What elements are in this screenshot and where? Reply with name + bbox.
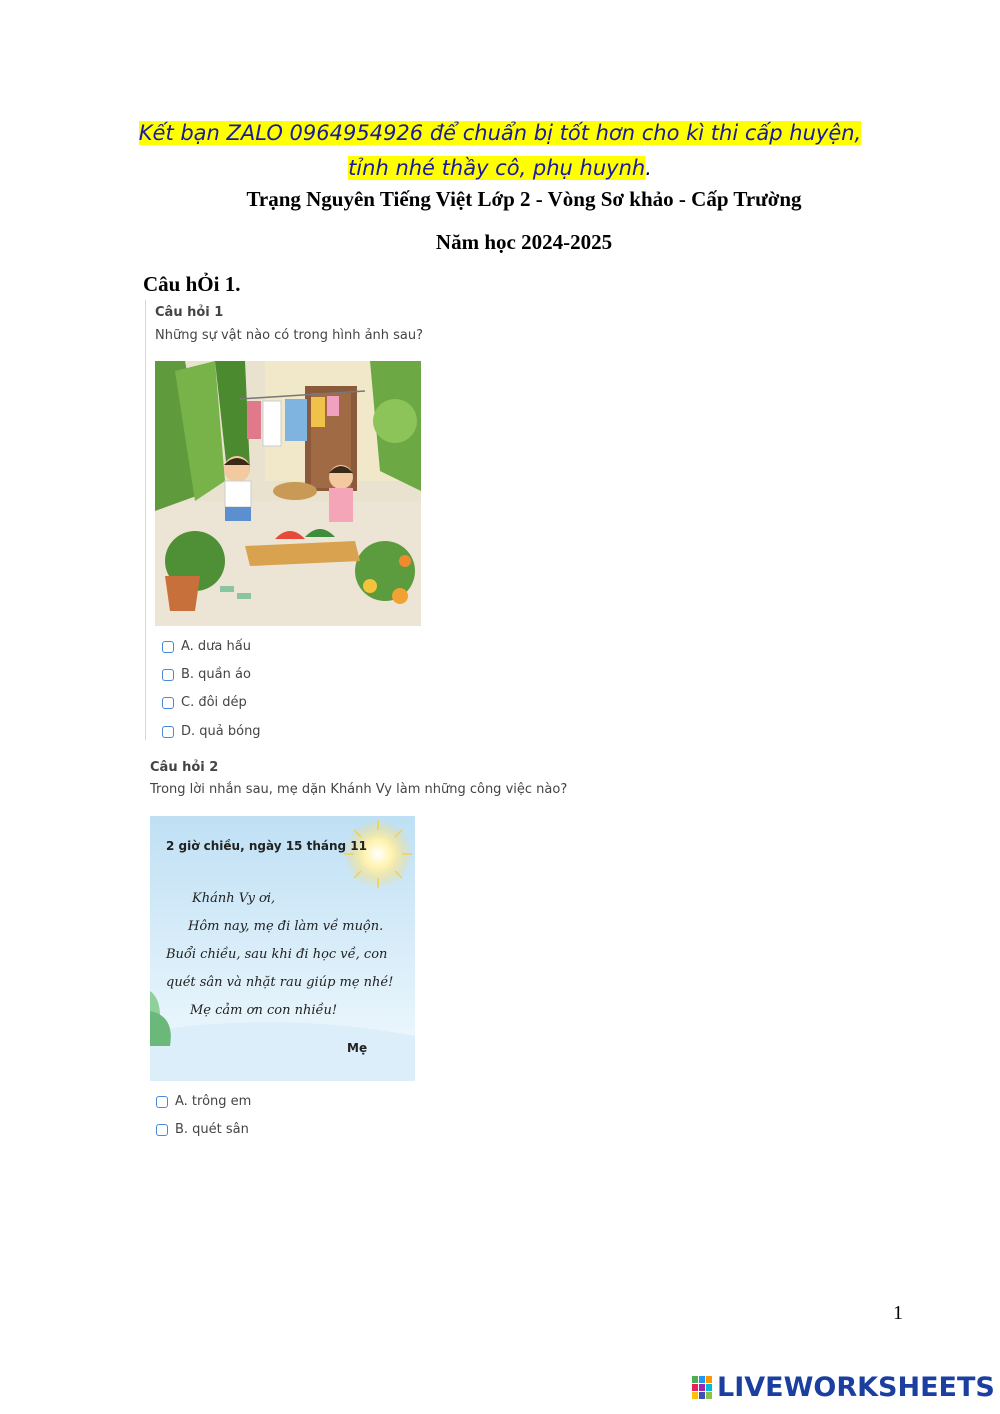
- promo-line-1: [0, 117, 1000, 149]
- option-label: B. quần áo: [181, 667, 251, 682]
- option-label: A. dưa hấu: [181, 639, 251, 654]
- note-signature: Mẹ: [347, 1041, 368, 1055]
- option-label: B. quét sân: [175, 1122, 249, 1137]
- question-1-option-b[interactable]: [162, 667, 251, 682]
- question-1-illustration: [155, 361, 421, 626]
- checkbox[interactable]: [156, 1124, 168, 1136]
- document-title: Trạng Nguyên Tiếng Việt Lớp 2 - Vòng Sơ khảo - Cấp Trường: [246, 187, 802, 211]
- question-2-option-b[interactable]: [156, 1122, 249, 1137]
- note-line: Buổi chiều, sau khi đi học về, con: [166, 947, 388, 962]
- question-2-option-a[interactable]: [156, 1094, 251, 1109]
- checkbox[interactable]: [156, 1096, 168, 1108]
- question-2-label: Câu hỏi 2: [150, 760, 219, 775]
- question-1-option-c[interactable]: [162, 695, 247, 710]
- option-label: D. quả bóng: [181, 724, 261, 739]
- promo-text-1: Kết bạn ZALO 0964954926 để chuẩn bị tốt hơn cho kì thi cấp huyện,: [138, 121, 862, 145]
- checkbox[interactable]: [162, 726, 174, 738]
- page-number: 1: [893, 1302, 903, 1324]
- question-1-option-a[interactable]: [162, 639, 251, 654]
- note-line: quét sân và nhặt rau giúp mẹ nhé!: [166, 975, 394, 990]
- question-2-text: Trong lời nhắn sau, mẹ dặn Khánh Vy làm những công việc nào?: [150, 782, 568, 797]
- promo-period: .: [645, 156, 652, 180]
- liveworksheets-logo-icon: [692, 1376, 714, 1400]
- question-1-label: Câu hỏi 1: [155, 305, 224, 320]
- promo-line-2: [0, 152, 1000, 184]
- section-heading: Câu hỎi 1.: [143, 272, 241, 296]
- school-year: Năm học 2024-2025: [435, 230, 613, 254]
- question-2-note-image: [150, 816, 415, 1081]
- divider: [145, 300, 146, 740]
- checkbox[interactable]: [162, 697, 174, 709]
- note-line: Khánh Vy ơi,: [192, 891, 276, 906]
- question-1-text: Những sự vật nào có trong hình ảnh sau?: [155, 328, 424, 343]
- promo-text-2: tỉnh nhé thầy cô, phụ huynh: [348, 156, 646, 180]
- note-line: Mẹ cảm ơn con nhiều!: [190, 1003, 338, 1018]
- checkbox[interactable]: [162, 669, 174, 681]
- option-label: C. đôi dép: [181, 695, 247, 710]
- brand-text: LIVEWORKSHEETS: [717, 1372, 995, 1403]
- checkbox[interactable]: [162, 641, 174, 653]
- option-label: A. trông em: [175, 1094, 252, 1109]
- brand-watermark: [692, 1372, 995, 1403]
- note-line: Hôm nay, mẹ đi làm về muộn.: [188, 919, 384, 934]
- question-1-option-d[interactable]: [162, 724, 261, 739]
- note-date: 2 giờ chiều, ngày 15 tháng 11: [166, 839, 367, 853]
